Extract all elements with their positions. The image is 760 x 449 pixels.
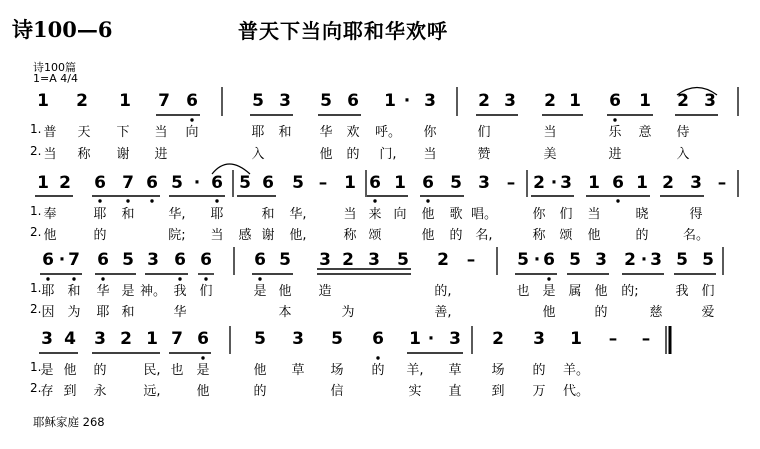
note: 6 [197,329,209,349]
lyric-word: 到 [491,384,505,399]
note: – [506,173,516,193]
lyric-word: 向 [393,207,407,222]
lyric-word: 存 [40,384,54,399]
lyric-word: 意 [638,125,652,140]
note: 6 [94,173,106,193]
note: 6 [612,173,624,193]
lyric-word: 的 [594,305,608,320]
lyric-word: 名。 [682,228,710,243]
lyric-word: 欢 [346,125,360,140]
note: · [640,250,648,270]
lyric-word: 我 [675,284,689,299]
lyric-word: 他 [319,147,333,162]
lyric-word: 耶 [251,125,265,140]
hymn-title: 普天下当向耶和华欢呼 [238,19,448,43]
note: 3 [533,329,545,349]
note: · [533,250,541,270]
verse-number: 1. [30,122,42,136]
note: 5 [239,173,251,193]
note: 6 [543,250,555,270]
note: 6 [609,91,621,111]
lyric-word: 呼。 [374,125,402,140]
note: 1 [344,173,356,193]
lyric-word: 当 [587,207,601,222]
note: · [550,173,558,193]
lyric-word: 当 [210,228,224,243]
lyric-word: 也 [170,363,184,378]
note: 3 [595,250,607,270]
note: · [427,329,435,349]
note: 2 [478,91,490,111]
lyric-word: 耶 [210,207,224,222]
lyric-word: 慈 [649,305,663,320]
note: 6 [42,250,54,270]
lyric-word: 奉 [43,207,57,222]
hymn-number: 诗100—6 [12,17,113,42]
note: 3 [279,91,291,111]
note: 5 [292,173,304,193]
note: 3 [41,329,53,349]
lyric-word: 的; [621,284,639,299]
note: 2 [437,250,449,270]
lyric-word: 称 [343,228,357,243]
note: 1 [639,91,651,111]
note: 1 [37,91,49,111]
note: 7 [68,250,80,270]
note: 3 [368,250,380,270]
lyric-word: 称 [532,228,546,243]
note: 3 [560,173,572,193]
note: 1 [37,173,49,193]
lyric-word: 进 [608,147,622,162]
lyric-word: 耶 [41,284,55,299]
verse-number: 1. [30,360,42,374]
lyric-word: 耶 [96,305,110,320]
note: 5 [252,91,264,111]
lyric-word: 颂 [559,228,573,243]
lyric-word: 和 [278,125,292,140]
note: 1 [146,329,158,349]
lyric-word: 的 [93,228,107,243]
note: 5 [702,250,714,270]
note: 2 [76,91,88,111]
lyric-word: 民, [143,363,161,378]
note: 3 [478,173,490,193]
note: 3 [292,329,304,349]
lyric-word: 信 [330,384,344,399]
note: 2 [492,329,504,349]
lyric-word: 他 [278,284,292,299]
lyric-word: 的 [532,363,546,378]
note: 7 [171,329,183,349]
note: 4 [64,329,76,349]
note: 3 [424,91,436,111]
lyric-word: 晓 [635,207,649,222]
lyric-word: 和 [67,284,81,299]
note: 2 [544,91,556,111]
note: 3 [650,250,662,270]
note: 1 [409,329,421,349]
lyric-word: 羊。 [562,363,590,378]
lyric-word: 们 [199,284,213,299]
lyric-word: 他 [253,363,267,378]
lyric-word: 和 [121,305,135,320]
lyric-word: 和 [261,207,275,222]
lyric-word: 颂 [368,228,382,243]
lyric-word: 侍 [676,125,690,140]
lyric-word: 造 [318,284,332,299]
lyric-word: 院; [168,228,186,243]
note: 2 [533,173,545,193]
lyric-word: 他 [421,207,435,222]
note: 6 [262,173,274,193]
lyric-word: 也 [516,284,530,299]
note: 6 [211,173,223,193]
lyric-word: 华 [96,284,110,299]
note: 5 [279,250,291,270]
note: 5 [320,91,332,111]
note: 1 [384,91,396,111]
verse-number: 2. [30,381,42,395]
lyric-word: 华, [168,207,186,222]
lyric-word: 属 [568,284,582,299]
lyric-word: 唱。 [470,207,498,222]
lyric-word: 感 [238,228,252,243]
lyric-word: 称 [77,147,91,162]
note: 7 [158,91,170,111]
lyric-word: 你 [423,125,437,140]
lyric-word: 名, [475,228,493,243]
verse-number: 2. [30,302,42,316]
lyric-word: 入 [251,147,265,162]
note: · [193,173,201,193]
lyric-word: 美 [543,147,557,162]
note: 6 [186,91,198,111]
lyric-word: 乐 [608,125,622,140]
note: 6 [347,91,359,111]
lyric-word: 我 [173,284,187,299]
note: 3 [504,91,516,111]
note: 1 [636,173,648,193]
lyric-word: 当 [343,207,357,222]
lyric-word: 他 [63,363,77,378]
lyric-word: 他, [289,228,307,243]
note: 3 [690,173,702,193]
lyric-word: 谢 [261,228,275,243]
lyric-word: 善, [434,305,452,320]
lyric-word: 永 [93,384,107,399]
lyric-word: 为 [67,305,81,320]
note: 5 [122,250,134,270]
footer-credit: 耶稣家庭 268 [33,415,105,429]
lyric-word: 爱 [701,305,715,320]
note: 2 [624,250,636,270]
lyric-word: 入 [676,147,690,162]
lyric-word: 华 [173,305,187,320]
note: – [318,173,328,193]
note: 2 [120,329,132,349]
lyric-word: 场 [330,363,344,378]
lyric-word: 直 [448,384,462,399]
lyric-word: 本 [278,305,292,320]
key-time-signature: 1=A 4/4 [33,72,78,85]
lyric-word: 普 [43,125,57,140]
verse-number: 2. [30,225,42,239]
lyric-word: 们 [477,125,491,140]
note: 5 [331,329,343,349]
lyric-word: 实 [408,384,422,399]
note: 5 [569,250,581,270]
lyric-word: 们 [559,207,573,222]
lyric-word: 们 [701,284,715,299]
lyric-word: 草 [448,363,462,378]
lyric-word: 为 [341,305,355,320]
lyric-word: 和 [121,207,135,222]
lyric-word: 天 [77,125,91,140]
note: 5 [517,250,529,270]
lyric-word: 到 [63,384,77,399]
lyric-word: 进 [154,147,168,162]
lyric-word: 因 [41,305,55,320]
lyric-word: 他 [587,228,601,243]
note: 2 [662,173,674,193]
note: – [717,173,727,193]
note: 1 [394,173,406,193]
lyric-word: 是 [542,284,556,299]
note: 5 [254,329,266,349]
lyric-word: 的 [635,228,649,243]
note: 6 [422,173,434,193]
lyric-word: 华, [289,207,307,222]
note: 3 [319,250,331,270]
note: 6 [97,250,109,270]
lyric-word: 他 [43,228,57,243]
note: · [403,91,411,111]
lyric-word: 耶 [93,207,107,222]
lyric-word: 的 [371,363,385,378]
verse-number: 1. [30,281,42,295]
lyric-word: 赞 [477,147,491,162]
note: 6 [174,250,186,270]
lyric-word: 歌 [449,207,463,222]
lyric-word: 来 [368,207,382,222]
lyric-word: 是 [196,363,210,378]
note: 2 [677,91,689,111]
lyric-word: 得 [689,207,703,222]
note: 3 [94,329,106,349]
lyric-word: 当 [43,147,57,162]
lyric-word: 他 [594,284,608,299]
lyric-word: 下 [116,125,130,140]
note: 6 [369,173,381,193]
lyric-word: 远, [143,384,161,399]
lyric-word: 场 [491,363,505,378]
lyric-word: 万 [532,384,546,399]
note: 1 [570,329,582,349]
note: – [466,250,476,270]
note: 3 [449,329,461,349]
note: 3 [704,91,716,111]
note: 6 [254,250,266,270]
note: 2 [342,250,354,270]
lyric-word: 他 [542,305,556,320]
lyric-word: 代。 [562,384,590,399]
lyric-word: 当 [423,147,437,162]
lyric-word: 是 [253,284,267,299]
lyric-word: 谢 [116,147,130,162]
note: 6 [372,329,384,349]
lyric-word: 神。 [139,284,167,299]
note: 5 [397,250,409,270]
note: – [608,329,618,349]
note: 1 [588,173,600,193]
lyric-word: 的 [253,384,267,399]
lyric-word: 羊, [406,363,424,378]
lyric-word: 门, [379,147,397,162]
lyric-word: 的 [449,228,463,243]
note: · [58,250,66,270]
scripture-source: 诗100篇 [33,61,76,74]
lyric-word: 向 [185,125,199,140]
lyric-word: 当 [543,125,557,140]
note: 1 [569,91,581,111]
lyric-word: 华 [319,125,333,140]
note: 5 [171,173,183,193]
note: 3 [147,250,159,270]
note: 6 [146,173,158,193]
lyric-word: 是 [121,284,135,299]
lyric-word: 的 [346,147,360,162]
note: 1 [119,91,131,111]
lyric-word: 的, [434,284,452,299]
lyric-word: 草 [291,363,305,378]
lyric-word: 当 [154,125,168,140]
note: 2 [59,173,71,193]
verse-number: 1. [30,204,42,218]
verse-number: 2. [30,144,42,158]
lyric-word: 他 [196,384,210,399]
note: 5 [676,250,688,270]
note: 6 [200,250,212,270]
note: 5 [450,173,462,193]
note: – [641,329,651,349]
lyric-word: 他 [421,228,435,243]
lyric-word: 的 [93,363,107,378]
note: 7 [122,173,134,193]
lyric-word: 是 [40,363,54,378]
lyric-word: 你 [532,207,546,222]
